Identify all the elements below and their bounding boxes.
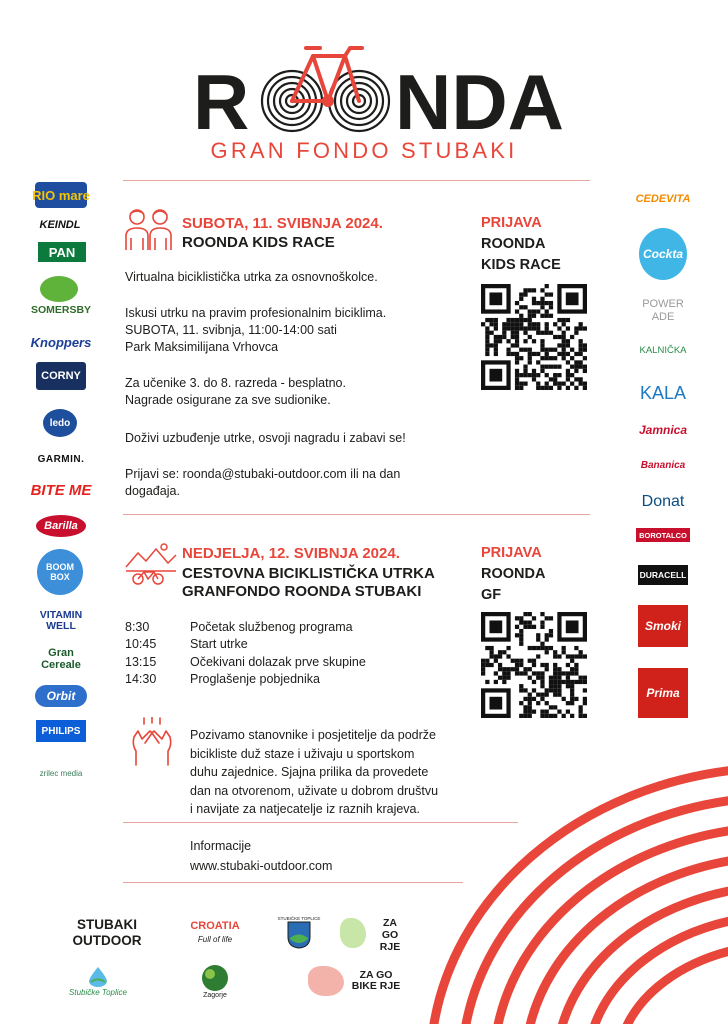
zagorje-logo: ZA GO RJE	[379, 917, 401, 953]
zagorje-bike-logo: ZA GO BIKE RJE	[351, 969, 401, 992]
schedule-row: 10:45 Start utrke	[125, 637, 248, 652]
kids-title: ROONDA KIDS RACE	[182, 234, 335, 251]
gf-title: CESTOVNA BICIKLISTIČKA UTRKA GRANFONDO ROONDA STUBAKI	[182, 565, 435, 600]
sponsor-logo: CORNY	[36, 362, 86, 390]
roonda-logo	[0, 44, 728, 144]
sponsor-logo: Donat	[641, 493, 685, 510]
sponsor-logo: Smoki	[638, 605, 688, 647]
divider	[123, 180, 590, 181]
crest-icon	[287, 921, 311, 949]
divider	[123, 514, 590, 515]
sponsor-logo: ledo	[43, 409, 77, 437]
croatia-logo: CROATIA Full of life	[190, 920, 240, 944]
kids-intro: Virtualna biciklistička utrka za osnovnoškolce.	[125, 270, 378, 284]
logo-letters-nda: NDA	[395, 58, 564, 144]
sponsor-logo: BOROTALCO	[636, 528, 690, 542]
kids-icon	[124, 206, 174, 254]
info-url[interactable]: www.stubaki-outdoor.com	[190, 859, 333, 873]
divider	[123, 882, 463, 883]
gf-date: NEDJELJA, 12. SVIBNJA 2024.	[182, 545, 400, 562]
zagorje-map-icon	[340, 918, 366, 948]
kids-motto: Doživi uzbuđenje utrke, osvoji nagradu i zabavi se!	[125, 431, 406, 445]
sponsor-logo: KALA	[639, 382, 687, 403]
kids-signup[interactable]: Prijavi se: roonda@stubaki-outdoor.com ili na dan događaja.	[125, 467, 401, 498]
municipality-crest: STUBIČKE TOPLICE	[278, 912, 320, 952]
sponsor-logo: Barilla	[36, 515, 86, 537]
zagorje-bike-map-icon	[308, 966, 344, 996]
info-label: Informacije	[190, 839, 252, 853]
sponsor-logo: KALNIČKA	[639, 344, 687, 356]
high-five-icon	[128, 717, 176, 767]
drop-icon	[85, 966, 111, 988]
stubaki-outdoor-logo: STUBAKI OUTDOOR	[72, 917, 142, 948]
sponsor-logo: Cockta	[639, 228, 687, 280]
toplice-logo: Stubičke Toplice	[58, 962, 138, 1000]
sponsor-logo: BOOM BOX	[37, 549, 83, 595]
gf-qr-code[interactable]	[481, 612, 587, 718]
sponsor-logo: Prima	[638, 668, 688, 718]
sponsor-logo: BITE ME	[30, 481, 92, 499]
sponsor-logo: GARMIN.	[37, 453, 85, 465]
schedule-row: 13:15 Očekivani dolazak prve skupine	[125, 654, 366, 669]
divider	[123, 822, 518, 823]
globe-icon	[199, 964, 231, 992]
sponsor-logo: Knoppers	[30, 334, 92, 350]
sponsor-logo: PHILIPS	[36, 720, 86, 742]
kids-date: SUBOTA, 11. SVIBNJA 2024.	[182, 215, 383, 232]
sponsor-logo: POWER ADE	[642, 298, 684, 323]
sponsor-logo: Bananica	[640, 459, 686, 471]
kids-registration-heading: PRIJAVA ROONDA KIDS RACE	[481, 215, 561, 273]
schedule-row: 8:30 Početak službenog programa	[125, 619, 353, 634]
kids-qr-code[interactable]	[481, 284, 587, 390]
logo-subtitle: GRAN FONDO STUBAKI	[210, 138, 518, 163]
schedule-row: 14:30 Proglašenje pobjednika	[125, 672, 320, 687]
kids-details: Iskusi utrku na pravim profesionalnim biciklima. SUBOTA, 11. svibnja, 11:00-14:00 sati Park Maksimilijana Vrhovca	[125, 306, 387, 354]
landscape-bike-icon	[124, 541, 178, 585]
gf-registration-heading: PRIJAVA ROONDA GF	[481, 545, 546, 603]
sponsor-logo: CEDEVITA	[635, 193, 691, 205]
gf-schedule	[125, 618, 366, 688]
gf-invitation: Pozivamo stanovnike i posjetitelje da podrže bicikliste duž staze i uživaju u sportskom duhu zajednice. Sjajna prilika da provedete dan na otvorenom, uživate u dobrom društvu i navijate za natjecatelje iz raznih krajeva.	[190, 728, 439, 816]
sponsor-logo: Orbit	[35, 685, 87, 707]
sponsor-logo: VITAMIN WELL	[39, 609, 83, 632]
sponsor-logo: RIO mare	[35, 182, 87, 208]
sponsor-logo: KEINDL	[39, 219, 81, 231]
sponsor-logo: DURACELL	[638, 565, 688, 585]
apple-icon	[40, 276, 78, 302]
kids-eligibility: Za učenike 3. do 8. razreda - besplatno. Nagrade osigurane za sve sudionike.	[125, 376, 346, 407]
sponsor-logo: SOMERSBY	[30, 304, 92, 316]
logo-letter-r: R	[193, 58, 250, 144]
sponsor-logo: Jamnica	[638, 423, 688, 437]
sponsor-logo: PAN	[38, 242, 86, 262]
zagorje-tourism-logo: Zagorje	[185, 960, 245, 1002]
info-block	[190, 836, 332, 876]
sponsor-logo: Gran Cereale	[41, 647, 81, 671]
sponsor-logo: zrilec media	[39, 768, 83, 778]
